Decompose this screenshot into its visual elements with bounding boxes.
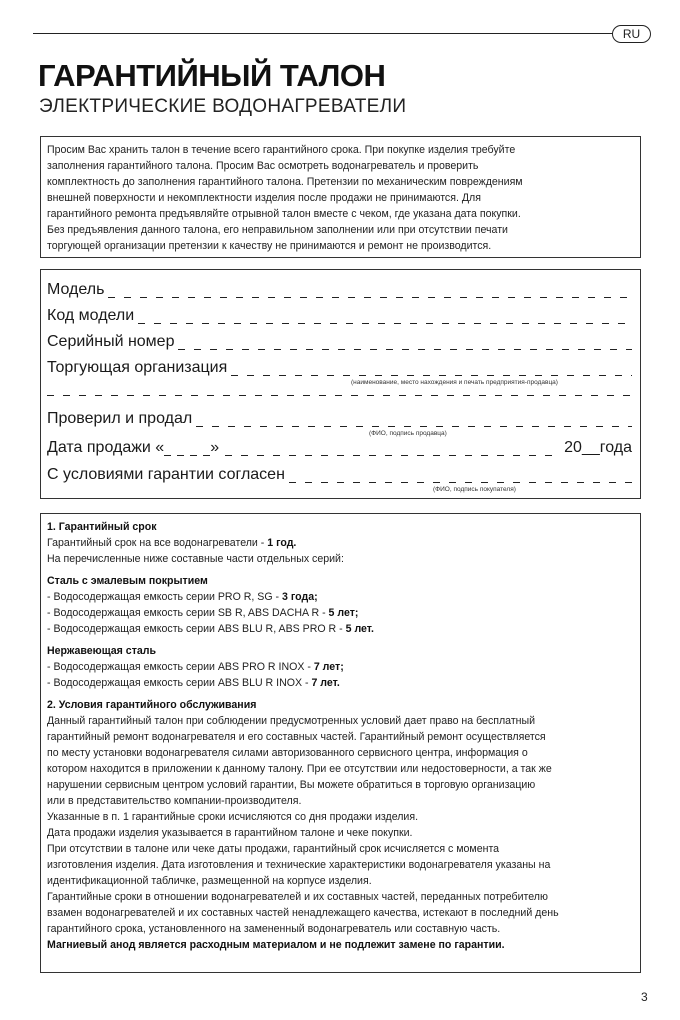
serial-row[interactable] <box>47 328 632 352</box>
model-label: Модель <box>47 281 105 298</box>
steel-title: Нержавеющая сталь <box>47 645 157 657</box>
intro-box <box>40 136 641 258</box>
warranty-period-line <box>47 535 634 551</box>
intro-line: Просим Вас хранить талон в течение всего гарантийного срока. При покупке изделия требуйте <box>47 144 516 156</box>
agreed-hint: (ФИО, подпись покупателя) <box>433 486 516 493</box>
enamel-item-text: - Водосодержащая емкость серии ABS BLU R, ABS PRO R - <box>47 623 346 635</box>
steel-item-term: 7 лет; <box>313 661 344 673</box>
intro-line: внешней поверхности и некомплектности изделия после продажи не принимаются. Для <box>47 192 481 204</box>
conditions-line: или в представительство компании-производителя. <box>47 795 302 807</box>
enamel-item <box>47 605 634 621</box>
intro-line: комплектность до заполнения гарантийного талона. Претензии по механическим повреждениям <box>47 176 523 188</box>
steel-item-text: - Водосодержащая емкость серии ABS PRO R INOX - <box>47 661 314 673</box>
conditions-line: При отсутствии в талоне или чеке даты продажи, гарантийный срок исчисляется с момента <box>47 843 500 855</box>
conditions-line: изготовления изделия. Дата изготовления и технические характеристики водонагревателя указаны на <box>47 859 551 871</box>
intro-line: Без предъявления данного талона, его неправильном заполнении или при отсутствии печати <box>47 224 508 236</box>
checked-sold-label: Проверил и продал <box>47 410 193 427</box>
conditions-line: Дата продажи изделия указывается в гарантийном талоне и чеке покупки. <box>47 827 413 839</box>
seller-org-label: Торгующая организация <box>47 359 228 376</box>
intro-line: гарантийного ремонта предъявляйте отрывной талон вместе с чеком, где указана дата покупки. <box>47 208 521 220</box>
page-subtitle: ЭЛЕКТРИЧЕСКИЕ ВОДОНАГРЕВАТЕЛИ <box>39 96 407 117</box>
header-rule <box>33 33 613 34</box>
seller-org-row[interactable] <box>47 354 632 378</box>
conditions-line: котором находится в приложении к данному талону. При ее отсутствии или недостоверности, а так же <box>47 763 552 775</box>
steel-item <box>47 659 634 675</box>
section-1-title: 1. Гарантийный срок <box>47 521 157 533</box>
sale-date-row[interactable] <box>47 434 632 458</box>
terms-box <box>40 513 641 973</box>
warranty-period-text: Гарантийный срок на все водонагреватели - <box>47 537 268 549</box>
conditions-line: гарантийный ремонт водонагревателя и его составных частей. Гарантийный ремонт осуществляется <box>47 731 546 743</box>
enamel-item-term: 5 лет. <box>345 623 375 635</box>
anode-note: Магниевый анод является расходным материалом и не подлежит замене по гарантии. <box>47 939 505 951</box>
section-2-title: 2. Условия гарантийного обслуживания <box>47 699 257 711</box>
conditions-line: Данный гарантийный талон при соблюдении предусмотренных условий дает право на бесплатный <box>47 715 536 727</box>
sale-date-label: Дата продажи « <box>47 439 165 456</box>
enamel-item-text: - Водосодержащая емкость серии SB R, ABS DACHA R - <box>47 607 329 619</box>
conditions-line: взамен водонагревателей и их составных частей ненадлежащего качества, истекают в последний день <box>47 907 559 919</box>
seller-org-extra-line[interactable] <box>47 395 632 396</box>
warranty-period-value: 1 год. <box>267 537 297 549</box>
enamel-item-term: 5 лет; <box>328 607 359 619</box>
sale-day-field[interactable] <box>164 444 210 456</box>
checked-sold-hint: (ФИО, подпись продавца) <box>369 430 447 437</box>
enamel-item <box>47 589 634 605</box>
steel-item-term: 7 лет. <box>311 677 340 689</box>
steel-item-text: - Водосодержащая емкость серии ABS BLU R INOX - <box>47 677 312 689</box>
serial-label: Серийный номер <box>47 333 175 350</box>
agreed-row[interactable] <box>47 461 632 485</box>
sale-date-close-quote: » <box>210 439 220 456</box>
sale-month-field[interactable] <box>225 444 560 456</box>
model-code-field[interactable] <box>138 312 632 324</box>
warranty-form <box>40 269 641 499</box>
page-number: 3 <box>641 990 648 1004</box>
language-badge: RU <box>612 25 651 43</box>
model-code-label: Код модели <box>47 307 135 324</box>
checked-sold-row[interactable] <box>47 405 632 429</box>
intro-line: заполнения гарантийного талона. Просим Вас осмотреть водонагреватель и проверить <box>47 160 479 172</box>
sale-year-label: 20__года <box>564 439 632 456</box>
serial-field[interactable] <box>178 338 632 350</box>
conditions-line: идентификационной табличке, размещенной на корпусе изделия. <box>47 875 372 887</box>
model-row[interactable] <box>47 276 632 300</box>
enamel-item-text: - Водосодержащая емкость серии PRO R, SG - <box>47 591 283 603</box>
conditions-line: Гарантийные сроки в отношении водонагревателей и их составных частей, переданных потребителю <box>47 891 548 903</box>
conditions-line: по месту установки водонагревателя силами авторизованного сервисного центра, информация о <box>47 747 528 759</box>
enamel-item-term: 3 года; <box>282 591 318 603</box>
intro-line: торгующей организации претензии к качеству не принимаются и ремонт не производится. <box>47 240 492 252</box>
checked-sold-field[interactable] <box>196 415 632 427</box>
seller-org-field[interactable] <box>231 364 632 376</box>
conditions-line: гарантийного срока, установленного на замененный водонагреватель или составную часть. <box>47 923 501 935</box>
model-code-row[interactable] <box>47 302 632 326</box>
seller-org-hint: (наименование, место нахождения и печать предприятия-продавца) <box>351 379 558 386</box>
model-field[interactable] <box>108 286 632 298</box>
parts-intro-line: На перечисленные ниже составные части отдельных серий: <box>47 553 344 565</box>
enamel-item <box>47 621 634 637</box>
page-title: ГАРАНТИЙНЫЙ ТАЛОН <box>38 58 386 93</box>
conditions-line: нарушении сервисным центром условий гарантии, Вы можете обратиться в торговую организацию <box>47 779 536 791</box>
agreed-field[interactable] <box>289 471 632 483</box>
enamel-title: Сталь с эмалевым покрытием <box>47 575 208 587</box>
steel-item <box>47 675 634 691</box>
agreed-label: С условиями гарантии согласен <box>47 466 285 483</box>
conditions-line: Указанные в п. 1 гарантийные сроки исчисляются со дня продажи изделия. <box>47 811 419 823</box>
